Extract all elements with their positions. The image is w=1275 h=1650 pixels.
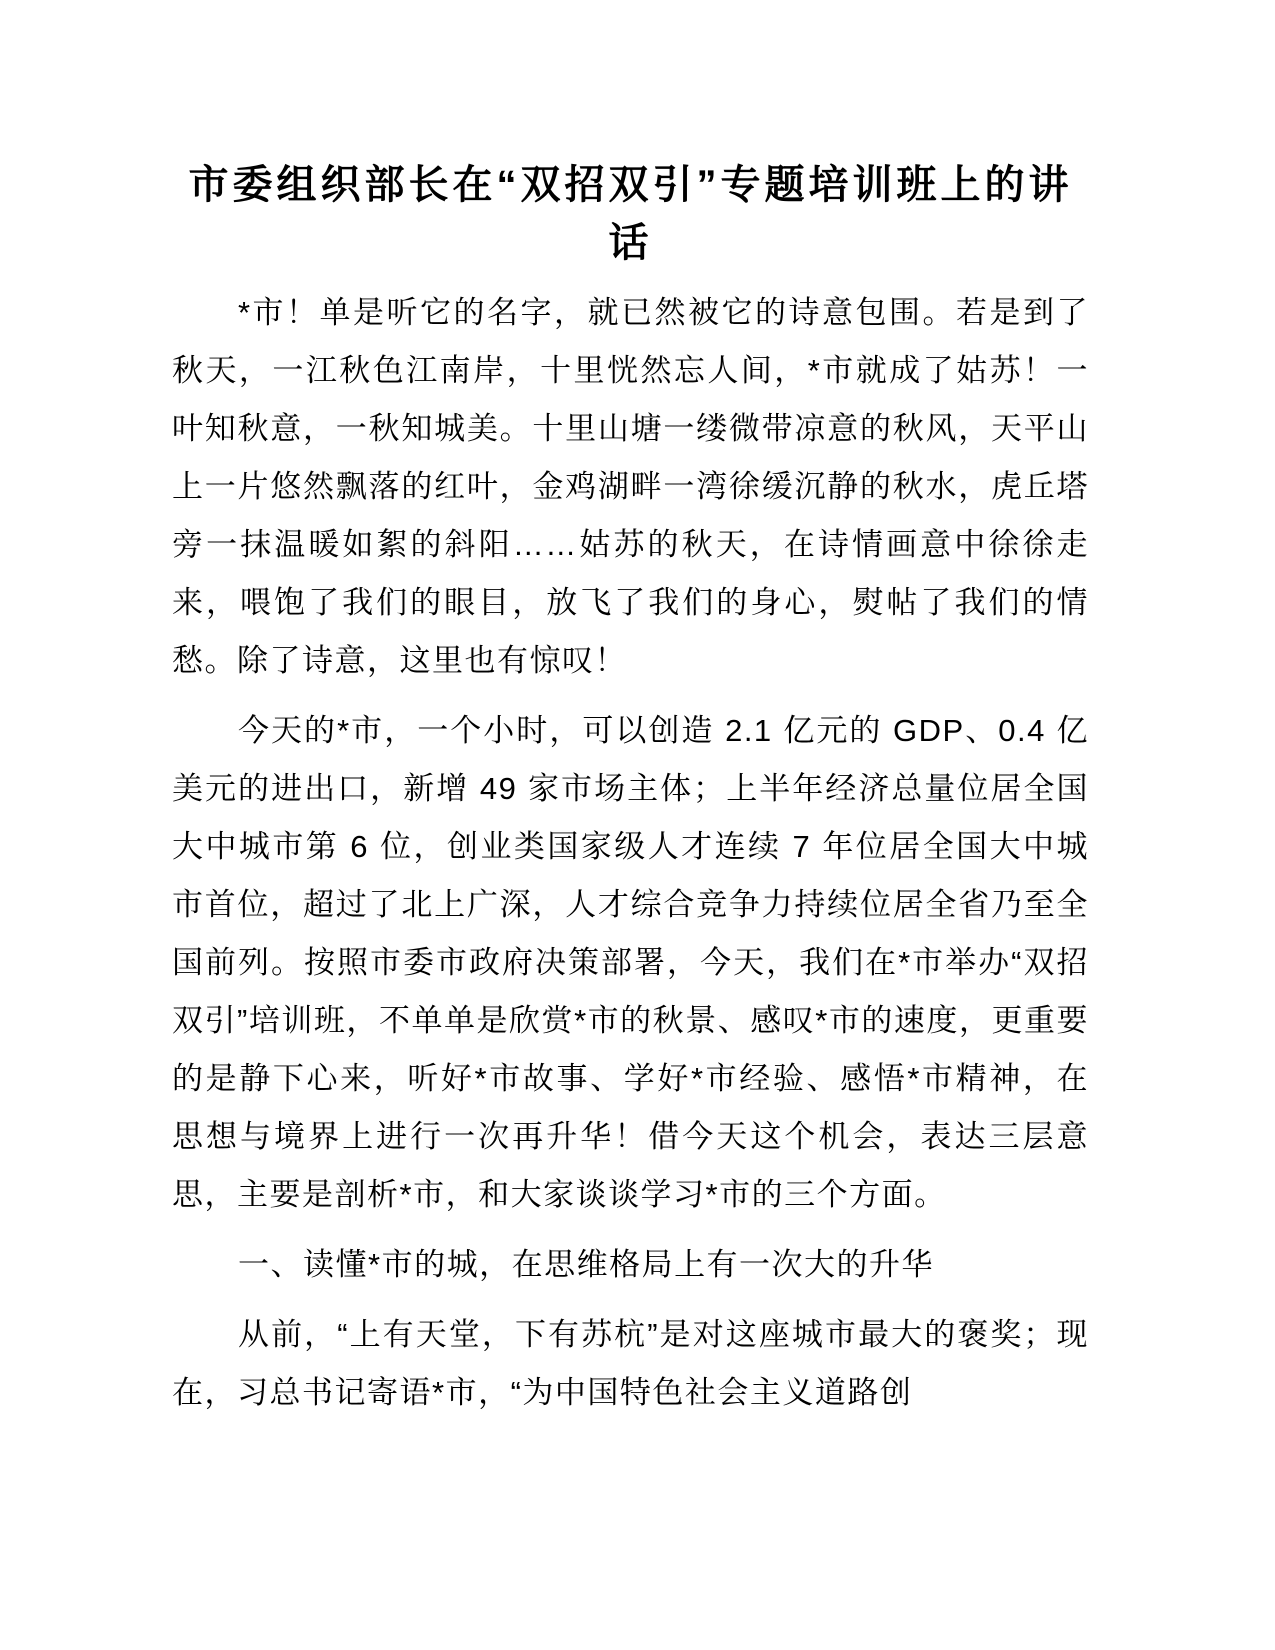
- document-title: 市委组织部长在“双招双引”专题培训班上的讲话: [188, 163, 1073, 265]
- section-heading-one: 一、读懂*市的城，在思维格局上有一次大的升华: [238, 1247, 935, 1282]
- paragraph-intro: *市！单是听它的名字，就已然被它的诗意包围。若是到了秋天，一江秋色江南岸，十里恍然忘人间，*市就成了姑苏！一叶知秋意，一秋知城美。十里山塘一缕微带凉意的秋风，天平山上一片悠然飘落的红叶，金鸡湖畔一湾徐缓沉静的秋水，虎丘塔旁一抹温暖如絮的斜阳……姑苏的秋天，在诗情画意中徐徐走来，喂饱了我们的眼目，放飞了我们的身心，熨帖了我们的情愁。除了诗意，这里也有惊叹！: [172, 295, 1089, 678]
- paragraph-section-one-body: 从前，“上有天堂，下有苏杭”是对这座城市最大的褒奖；现在，习总书记寄语*市，“为中国特色社会主义道路创: [172, 1317, 1089, 1410]
- paragraph-overview: 今天的*市，一个小时，可以创造 2.1 亿元的 GDP、0.4 亿美元的进出口，新增 49 家市场主体；上半年经济总量位居全国大中城市第 6 位，创业类国家级人才连续 7 年位居全国大中城市首位，超过了北上广深，人才综合竞争力持续位居全省乃至全国前列。按照市委市政府决策部署，今天，我们在*市举办“双招双引”培训班，不单单是欣赏*市的秋景、感叹*市的速度，更重要的是静下心来，听好*市故事、学好*市经验、感悟*市精神，在思想与境界上进行一次再升华！借今天这个机会，表达三层意思，主要是剖析*市，和大家谈谈学习*市的三个方面。: [172, 713, 1089, 1212]
